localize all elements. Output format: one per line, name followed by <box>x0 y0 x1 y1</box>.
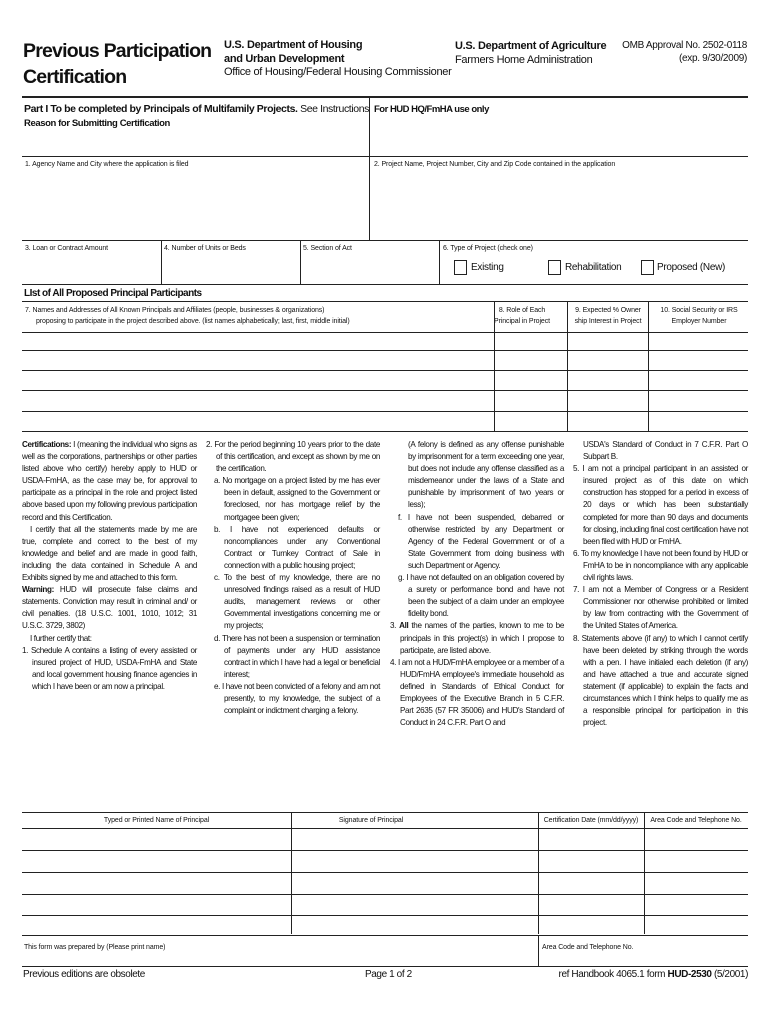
col10-header <box>650 306 748 326</box>
part1-title: Part I To be completed by Principals of Multifamily Projects. <box>24 103 298 115</box>
cert-further: I further certify that: <box>30 633 92 643</box>
section-label: 5. Section of Act <box>303 245 352 252</box>
signature-header: Signature of Principal <box>338 817 404 824</box>
signature-row[interactable] <box>23 851 747 871</box>
prepared-bottom-rule <box>22 966 748 967</box>
loan-input[interactable] <box>23 255 159 283</box>
cert-warning: Warning: HUD will prosecute false claims and statements. Conviction may result in criminal and/ or civil penalties. (18 U.S.C. 1001, 1010, 1012; 31 U.S.C. 3729, 3802) <box>22 585 197 631</box>
table-row[interactable] <box>23 333 747 349</box>
col9-header <box>568 306 648 326</box>
col8-header-line1: 8. Role of Each <box>498 307 546 314</box>
signature-row[interactable] <box>23 873 747 893</box>
form-title-line1: Previous Participation <box>23 40 212 62</box>
signature-row[interactable] <box>23 829 747 849</box>
footer-handbook-ref: ref Handbook 4065.1 form <box>558 969 666 980</box>
omb-approval <box>622 39 747 65</box>
agency-input[interactable] <box>23 172 367 238</box>
certifications-col2 <box>206 439 380 717</box>
footer-form-id <box>559 969 748 980</box>
form-title-line2: Certification <box>23 66 127 88</box>
cert-item-2e: e. I have not been convicted of a felony and am not presently, to my knowledge, the subject of a complaint or indictment charging a felony. <box>214 681 380 716</box>
prepared-phone-input[interactable] <box>540 953 747 964</box>
part1-heading <box>24 103 369 116</box>
col7-header-line1: 7. Names and Addresses of All Known Principals and Affiliates (people, businesses & organizations) <box>25 307 325 314</box>
cert-item-1: 1. Schedule A contains a listing of every assisted or insured project of HUD, USDA-FmHA and State and local government housing finance agencies in which I have been or am now a principal. <box>22 645 197 691</box>
cert-item-5: 5. I am not a principal participant in an assisted or insured project as of this date on which construction has stopped for a period in excess of 20 days or which has been substantially completed for more than 90 days and documents for closing, including final cost certification have not been filed with HUD or FmHA. <box>573 464 748 546</box>
row3-top-rule <box>22 284 748 285</box>
agency-label: 1. Agency Name and City where the application is filed <box>25 161 189 168</box>
cert-truth: I certify that all the statements made by me are true, complete and correct to the best of my knowledge and belief and are made in good faith, including the data contained in Schedule A and Exhibits signed by me and attached to this form. <box>22 524 197 583</box>
project-label: 2. Project Name, Project Number, City and Zip Code contained in the application <box>374 161 616 168</box>
checkbox-proposed[interactable] <box>641 260 654 275</box>
col9-header-line2: ship Interest in Project <box>574 318 642 325</box>
hud-name-line1: U.S. Department of Housing <box>224 39 363 51</box>
footer-form-date: (5/2001) <box>713 969 748 980</box>
prepared-by-input[interactable] <box>23 953 535 964</box>
units-input[interactable] <box>163 255 298 283</box>
row2-div2 <box>300 240 301 284</box>
cert-item-7: 7. I am not a Member of Congress or a Resident Commissioner nor otherwise prohibited or limited by law from contracting with the Government of the United States of America. <box>573 585 748 631</box>
certifications-col1 <box>22 439 197 693</box>
table-row[interactable] <box>23 371 747 389</box>
hud-name-line2: and Urban Development <box>224 52 345 65</box>
cert-item-2f: f. I have not been suspended, debarred or otherwise restricted by any Department or Agency of the Federal Government or of a State Government from doing business with such Department or Agency. <box>398 512 564 570</box>
cert-item-2: 2. For the period beginning 10 years prior to the date of this certification, and except as shown by me on the certification. <box>206 440 380 474</box>
usda-agency-block <box>455 39 606 67</box>
col10-header-line2: Employer Number <box>671 318 727 325</box>
part1-see-instructions[interactable]: See Instructions <box>300 103 369 115</box>
col7-header-line2: proposing to participate in the project described above. (list names alphabetically; last, first, middle initial) <box>36 318 350 325</box>
col8-header-line2: Principal in Project <box>494 318 550 325</box>
table-bottom-rule <box>22 431 748 432</box>
table-row[interactable] <box>23 391 747 410</box>
omb-expiry: (exp. 9/30/2009) <box>678 53 747 64</box>
cert-item-2a: a. No mortgage on a project listed by me has ever been in default, assigned to the Government or foreclosed, nor has mortgage relief by the mortgagee been given; <box>214 476 380 522</box>
footer-obsolete: Previous editions are obsolete <box>23 969 145 980</box>
units-label: 4. Number of Units or Beds <box>164 245 246 252</box>
row1-top-rule <box>22 156 748 157</box>
header-rule <box>22 96 748 98</box>
participants-title: LIst of All Proposed Principal Participants <box>24 288 202 299</box>
cert-intro: Certifications: I (meaning the individual who signs as well as the corporations, partnerships or other parties listed above who certify) hereby apply to HUD or USDA-FmHA, as the case may be, for approval to participate as a principal in the role and project listed above based upon my following previous participation record and this Certification. <box>22 440 197 522</box>
omb-number: OMB Approval No. 2502-0118 <box>622 40 747 51</box>
checkbox-rehabilitation[interactable] <box>548 260 561 275</box>
cert-item-2g: g. I have not defaulted on an obligation covered by a surety or performance bond and have not been the subject of a claim under an employee fidelity bond. <box>398 573 564 619</box>
table-row[interactable] <box>23 412 747 430</box>
cert-item-3-text: the names of the parties, known to me to be principals in this project(s) in which I propose to participate, are listed above. <box>400 621 564 655</box>
cert-item-2d: d. There has not been a suspension or termination of payments under any HUD assistance contract in which I have had a legal or beneficial interest; <box>214 633 380 679</box>
table-row[interactable] <box>23 351 747 369</box>
certifications-col4 <box>573 439 748 729</box>
project-type-label: 6. Type of Project (check one) <box>443 245 533 252</box>
row2-top-rule <box>22 240 748 241</box>
certifications-col3 <box>390 439 564 729</box>
checkbox-existing[interactable] <box>454 260 467 275</box>
col10-header-line1: 10. Social Security or IRS <box>660 307 738 314</box>
loan-label: 3. Loan or Contract Amount <box>25 245 109 252</box>
hud-agency-block <box>224 39 452 80</box>
part1-divider <box>369 97 370 240</box>
reason-field[interactable] <box>23 131 368 156</box>
principal-name-header: Typed or Printed Name of Principal <box>103 817 210 824</box>
prepared-by-label: This form was prepared by (Please print name) <box>24 944 166 951</box>
sig-table-bottom <box>22 935 748 936</box>
option-proposed-label: Proposed (New) <box>657 262 726 273</box>
hud-use-only-label: For HUD HQ/FmHA use only <box>374 104 489 115</box>
usda-office: Farmers Home Administration <box>455 54 593 66</box>
cert-item-3: 3. All the names of the parties, known to me to be principals in this project(s) in which I propose to participate, are listed above. <box>390 621 564 655</box>
cert-warning-text: HUD will prosecute false claims and statements. Conviction may result in criminal and/ or civil penalties. (18 U.S.C. 1001, 1010, 1012; 31 U.S.C. 3729, 3802) <box>22 585 197 631</box>
cert-item-2b: b. I have not experienced defaults or noncompliances under any Conventional Contract or Turnkey Contract of Sale in connection with a public housing project; <box>214 524 380 570</box>
cert-item-8: 8. Statements above (if any) to which I cannot certify have been deleted by striking through the words with a pen. I have initialed each deletion (if any) and have attached a true and accurate signed statement (if applicable) to explain the facts and circumstances which I think helps to qualify me as a responsible principal for participation in this project. <box>573 633 748 728</box>
footer-page-number: Page 1 of 2 <box>365 969 412 980</box>
project-input[interactable] <box>372 172 746 238</box>
reason-label: Reason for Submitting Certification <box>24 118 170 129</box>
signature-row[interactable] <box>23 916 747 934</box>
cert-item-6: 6. To my knowledge I have not been found by HUD or FmHA to be in noncompliance with any applicable civil rights laws. <box>573 548 748 583</box>
option-rehabilitation-label: Rehabilitation <box>565 262 622 273</box>
signature-row[interactable] <box>23 895 747 914</box>
cert-date-header: Certification Date (mm/dd/yyyy) <box>543 817 639 824</box>
row2-div1 <box>161 240 162 284</box>
prepared-phone-label: Area Code and Telephone No. <box>542 944 634 951</box>
option-existing-label: Existing <box>471 262 504 273</box>
row2-div3 <box>439 240 440 284</box>
cert-item-4: 4. I am not a HUD/FmHA employee or a member of a HUD/FmHA employee's immediate household as defined in Standards of Ethical Conduct for Employees of the Executive Branch in 5 C.F.R. Part 2635 (57 FR 35006) and HUD's Standard of Conduct in 24 C.F.R. Part O and <box>390 657 564 728</box>
cert-item-2c: c. To the best of my knowledge, there are no unresolved findings raised as a result of HUD audits, management reviews or other Governmental investigations concerning me or my projects; <box>214 573 380 631</box>
footer-form-number: HUD-2530 <box>667 969 712 980</box>
hud-office: Office of Housing/Federal Housing Commissioner <box>224 66 452 78</box>
cert-felony-definition: (A felony is defined as any offense punishable by imprisonment for a term exceeding one year, but does not include any offense classified as a misdemeanor under the laws of a State and punishable by imprisonment of two years or less); <box>408 440 564 510</box>
usda-name: U.S. Department of Agriculture <box>455 40 607 52</box>
form-title <box>23 38 211 90</box>
phone-header: Area Code and Telephone No. <box>650 817 742 824</box>
signature-table-top <box>22 812 748 813</box>
cert-usda-standard: USDA's Standard of Conduct in 7 C.F.R. Part O Subpart B. <box>583 440 748 462</box>
prepared-divider <box>538 935 539 966</box>
col7-header <box>25 306 350 326</box>
table-header-top <box>22 301 748 302</box>
cert-intro-text: I (meaning the individual who signs as well as the corporations, partnerships or other parties listed above who certify) hereby apply to HUD or USDA-FmHA, as the case may be, for approval to participate as a principal in the role and project listed above based upon my following previous participation record and this Certification. <box>22 440 197 522</box>
section-input[interactable] <box>302 255 437 283</box>
col9-header-line1: 9. Expected % Owner <box>575 307 641 314</box>
